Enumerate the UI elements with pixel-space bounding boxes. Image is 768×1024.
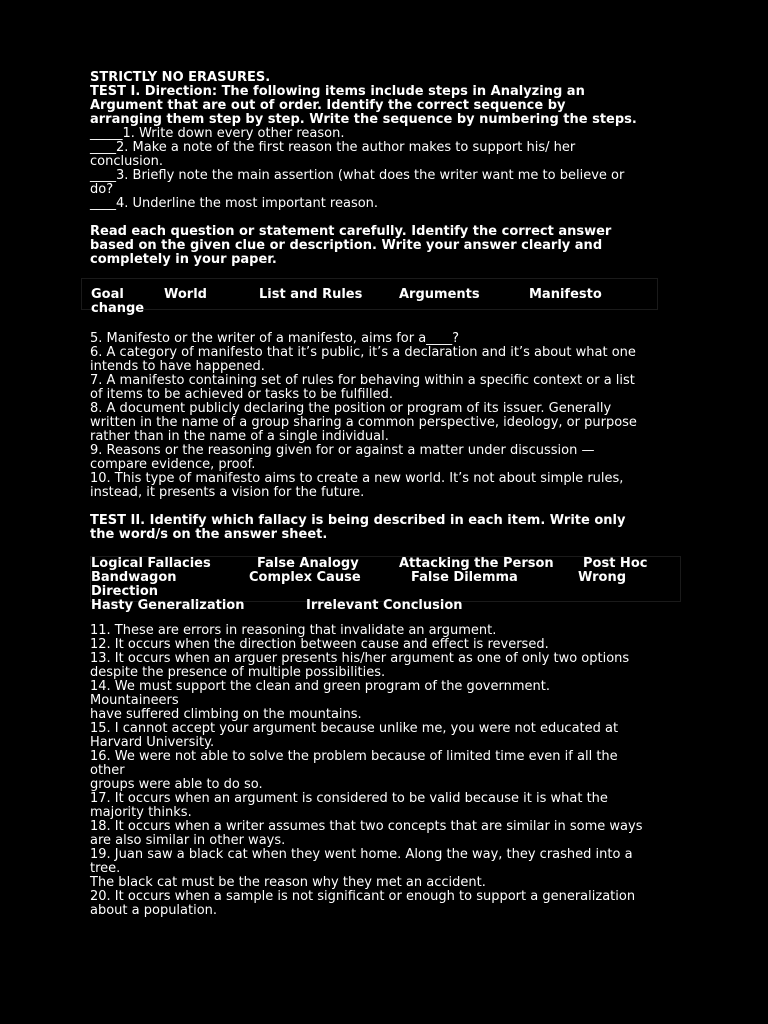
word-bank-choice: Manifesto — [529, 287, 602, 302]
question-item: 19. Juan saw a black cat when they went home. Along the way, they crashed into a — [90, 847, 633, 862]
direction-line: Argument that are out of order. Identify the correct sequence by — [90, 98, 566, 113]
question-item: Mountaineers — [90, 693, 179, 708]
question-item: compare evidence, proof. — [90, 457, 256, 472]
question-item: other — [90, 763, 125, 778]
question-item: are also similar in other ways. — [90, 833, 286, 848]
question-item: 9. Reasons or the reasoning given for or against a matter under discussion — — [90, 443, 595, 458]
word-bank-choice: Goal — [91, 287, 124, 302]
question-item: The black cat must be the reason why they met an accident. — [90, 875, 486, 890]
question-item: 6. A category of manifesto that it’s public, it’s a declaration and it’s about what one — [90, 345, 636, 360]
question-item: groups were able to do so. — [90, 777, 263, 792]
test1-steps — [90, 127, 690, 211]
step-item: ____2. Make a note of the first reason the author makes to support his/ her — [90, 140, 576, 155]
step-item: ____3. Briefly note the main assertion (what does the writer want me to believe or — [90, 168, 625, 183]
word-bank-choice: Post Hoc — [583, 556, 648, 571]
question-item: despite the presence of multiple possibilities. — [90, 665, 386, 680]
instruction-line: completely in your paper. — [90, 252, 277, 267]
test1-direction — [90, 85, 690, 127]
word-bank-choice: List and Rules — [259, 287, 363, 302]
direction-line: the word/s on the answer sheet. — [90, 527, 328, 542]
question-item: 12. It occurs when the direction between cause and effect is reversed. — [90, 637, 549, 652]
word-bank-choice: False Dilemma — [411, 570, 518, 585]
word-bank-choice: Complex Cause — [249, 570, 361, 585]
test2-direction — [90, 514, 690, 542]
header-note: STRICTLY NO ERASURES. — [90, 70, 271, 85]
test1-instruction — [90, 225, 690, 267]
word-bank-test1 — [81, 278, 658, 316]
question-item: 16. We were not able to solve the problem because of limited time even if all the — [90, 749, 618, 764]
question-item: 13. It occurs when an arguer presents his/her argument as one of only two options — [90, 651, 630, 666]
question-item: majority thinks. — [90, 805, 192, 820]
question-item: rather than in the name of a single individual. — [90, 429, 389, 444]
question-item: 14. We must support the clean and green program of the government. — [90, 679, 550, 694]
question-item: written in the name of a group sharing a common perspective, ideology, or purpose — [90, 415, 637, 430]
test1-items — [90, 332, 690, 500]
question-item: Harvard University. — [90, 735, 215, 750]
question-item: 20. It occurs when a sample is not significant or enough to support a generalization — [90, 889, 636, 904]
word-bank-choice: Attacking the Person — [399, 556, 554, 571]
direction-line: TEST I. Direction: The following items include steps in Analyzing an — [90, 84, 585, 99]
question-item: 17. It occurs when an argument is considered to be valid because it is what the — [90, 791, 608, 806]
test2-items — [90, 624, 690, 918]
worksheet — [90, 71, 690, 918]
word-bank-choice: Bandwagon — [91, 570, 177, 585]
step-item: conclusion. — [90, 154, 164, 169]
word-bank-test2 — [90, 556, 681, 613]
question-item: 5. Manifesto or the writer of a manifesto, aims for a____? — [90, 331, 460, 346]
word-bank-choice: change — [91, 301, 145, 316]
word-bank-choice: False Analogy — [257, 556, 359, 571]
direction-line: TEST II. Identify which fallacy is being described in each item. Write only — [90, 513, 626, 528]
instruction-line: based on the given clue or description. Write your answer clearly and — [90, 238, 603, 253]
word-bank-choice: World — [164, 287, 207, 302]
word-bank-choice: Arguments — [399, 287, 480, 302]
word-bank-choice: Hasty Generalization — [91, 598, 245, 613]
question-item: 8. A document publicly declaring the position or program of its issuer. Generally — [90, 401, 612, 416]
question-item: have suffered climbing on the mountains. — [90, 707, 362, 722]
question-item: 10. This type of manifesto aims to create a new world. It’s not about simple rules, — [90, 471, 624, 486]
question-item: tree. — [90, 861, 121, 876]
instruction-line: Read each question or statement carefully. Identify the correct answer — [90, 224, 612, 239]
question-item: of items to be achieved or tasks to be fulfilled. — [90, 387, 394, 402]
step-item: ____4. Underline the most important reason. — [90, 196, 379, 211]
step-item: do? — [90, 182, 114, 197]
step-item: _____1. Write down every other reason. — [90, 126, 345, 141]
direction-line: arranging them step by step. Write the sequence by numbering the steps. — [90, 112, 637, 127]
question-item: about a population. — [90, 903, 218, 918]
question-item: 15. I cannot accept your argument because unlike me, you were not educated at — [90, 721, 619, 736]
question-item: 7. A manifesto containing set of rules for behaving within a specific context or a list — [90, 373, 635, 388]
word-bank-choice: Irrelevant Conclusion — [306, 598, 463, 613]
word-bank-choice: Wrong — [578, 570, 627, 585]
question-item: 18. It occurs when a writer assumes that two concepts that are similar in some ways — [90, 819, 643, 834]
word-bank-choice: Logical Fallacies — [91, 556, 211, 571]
question-item: 11. These are errors in reasoning that invalidate an argument. — [90, 623, 497, 638]
question-item: instead, it presents a vision for the future. — [90, 485, 365, 500]
question-item: intends to have happened. — [90, 359, 265, 374]
word-bank-choice: Direction — [91, 584, 159, 599]
